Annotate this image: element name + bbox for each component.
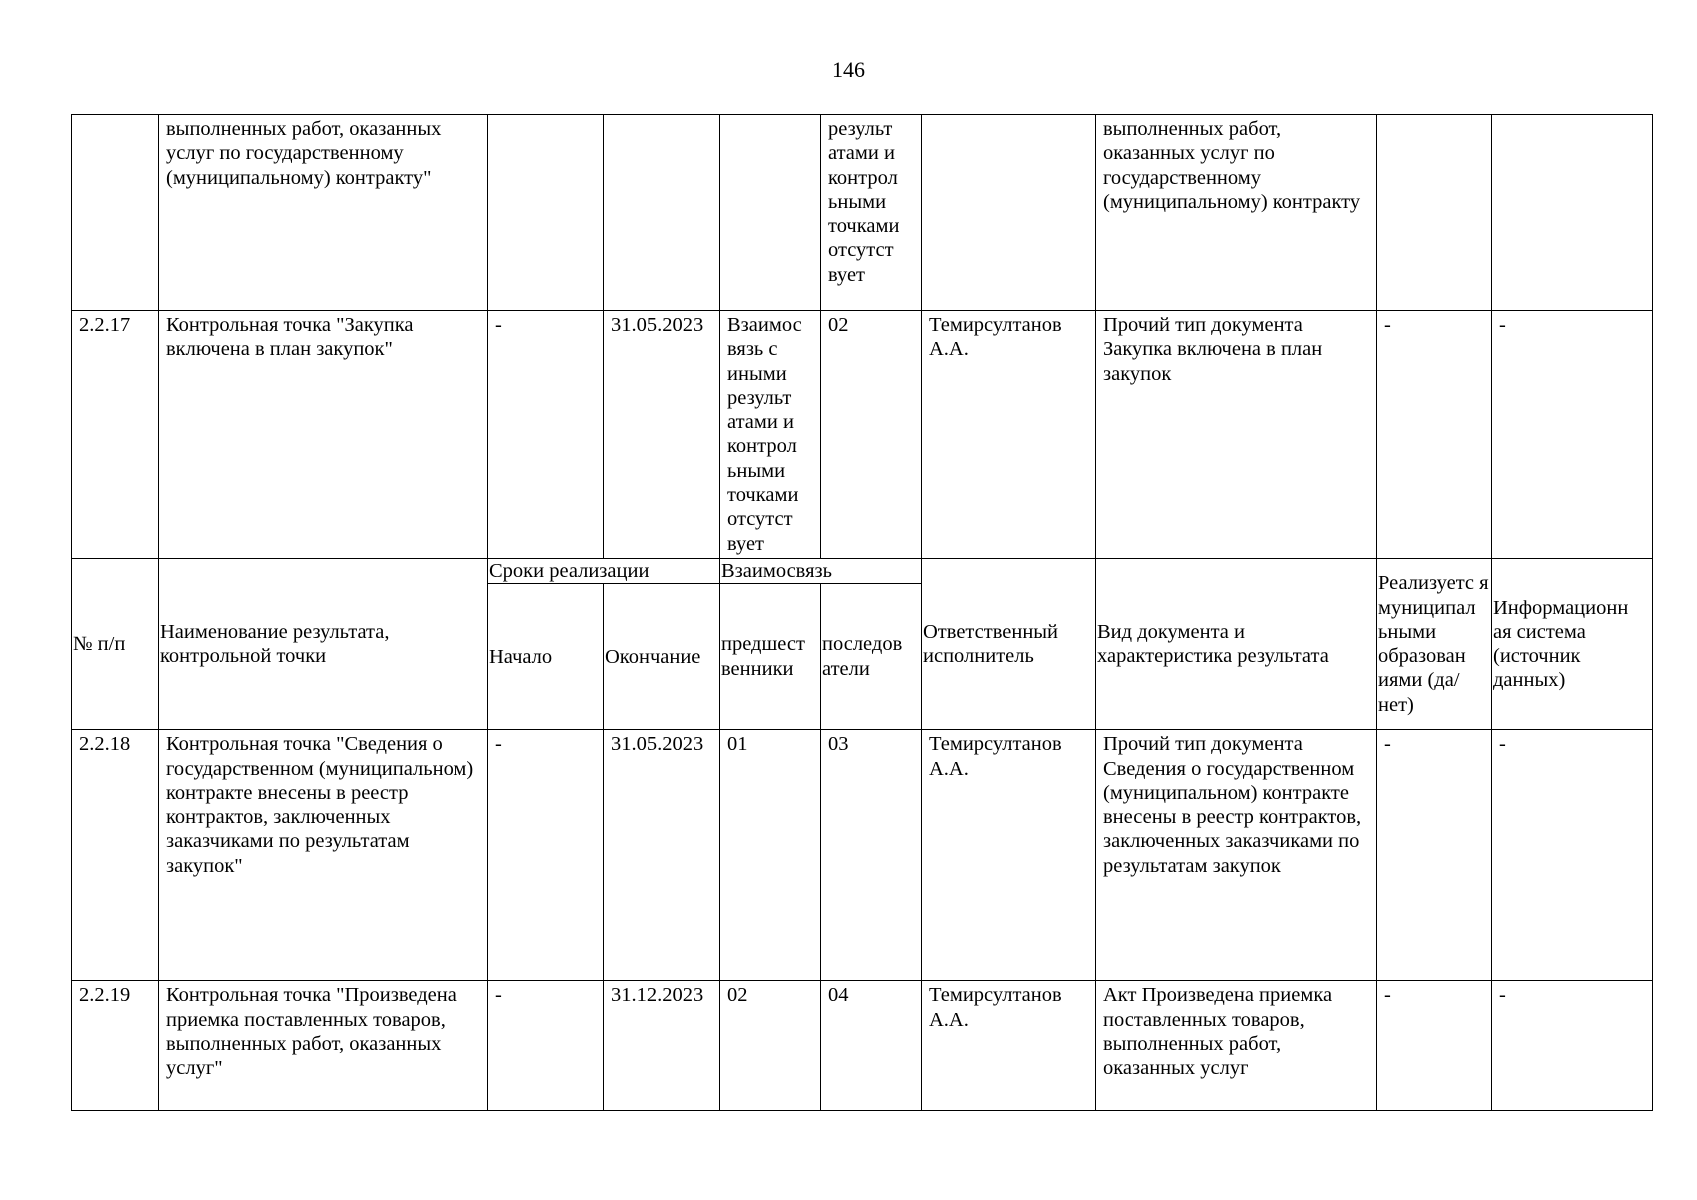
result-name: Контрольная точка "Закупка включена в план закупок" <box>159 311 488 559</box>
header-responsible: Ответственный исполнитель <box>922 558 1096 729</box>
header-info-system: Информационн ая система (источник данных) <box>1492 558 1653 729</box>
responsible: Темирсултанов А.А. <box>922 730 1096 981</box>
start-date: - <box>488 981 604 1111</box>
table-row <box>72 115 1653 311</box>
results-table <box>71 114 1653 1111</box>
table-row <box>72 730 1653 981</box>
table-header-row <box>72 558 1653 583</box>
end-date: 31.05.2023 <box>604 311 720 559</box>
predecessors: 02 <box>720 981 821 1111</box>
end-date <box>604 115 720 311</box>
predecessors <box>720 115 821 311</box>
result-name: Контрольная точка "Сведения о государственном (муниципальном) контракте внесены в реестр контрактов, заключенных заказчиками по результатам закупок" <box>159 730 488 981</box>
row-number: 2.2.19 <box>72 981 159 1111</box>
end-date: 31.12.2023 <box>604 981 720 1111</box>
row-number: 2.2.17 <box>72 311 159 559</box>
info-system: - <box>1492 981 1653 1111</box>
start-date: - <box>488 311 604 559</box>
responsible: Темирсултанов А.А. <box>922 981 1096 1111</box>
responsible <box>922 115 1096 311</box>
municipal-flag: - <box>1377 730 1492 981</box>
info-system: - <box>1492 730 1653 981</box>
document-type: Прочий тип документа Закупка включена в план закупок <box>1096 311 1377 559</box>
info-system: - <box>1492 311 1653 559</box>
municipal-flag <box>1377 115 1492 311</box>
header-document-type: Вид документа и характеристика результата <box>1096 558 1377 729</box>
municipal-flag: - <box>1377 981 1492 1111</box>
header-terms: Сроки реализации <box>488 558 720 583</box>
successors: 03 <box>821 730 922 981</box>
row-number <box>72 115 159 311</box>
predecessors: Взаимос вязь с иными результ атами и контрол ьными точками отсутст вует <box>720 311 821 559</box>
result-name: Контрольная точка "Произведена приемка поставленных товаров, выполненных работ, оказанных услуг" <box>159 981 488 1111</box>
table-row <box>72 981 1653 1111</box>
header-start: Начало <box>488 584 604 730</box>
document-type: Прочий тип документа Сведения о государственном (муниципальном) контракте внесены в реестр контрактов, заключенных заказчиками по результатам закупок <box>1096 730 1377 981</box>
info-system <box>1492 115 1653 311</box>
page-number: 146 <box>832 57 865 82</box>
row-number: 2.2.18 <box>72 730 159 981</box>
start-date <box>488 115 604 311</box>
header-name: Наименование результата, контрольной точки <box>159 558 488 729</box>
predecessors: 01 <box>720 730 821 981</box>
header-successors: последов атели <box>821 584 922 730</box>
table-row <box>72 311 1653 559</box>
header-end: Окончание <box>604 584 720 730</box>
header-number: № п/п <box>72 558 159 729</box>
header-relation: Взаимосвязь <box>720 558 922 583</box>
result-name: выполненных работ, оказанных услуг по государственному (муниципальному) контракту" <box>159 115 488 311</box>
document-type: выполненных работ, оказанных услуг по государственному (муниципальному) контракту <box>1096 115 1377 311</box>
start-date: - <box>488 730 604 981</box>
header-predecessors: предшест венники <box>720 584 821 730</box>
document-type: Акт Произведена приемка поставленных товаров, выполненных работ, оказанных услуг <box>1096 981 1377 1111</box>
end-date: 31.05.2023 <box>604 730 720 981</box>
municipal-flag: - <box>1377 311 1492 559</box>
successors: 04 <box>821 981 922 1111</box>
header-municipal: Реализуетс я муниципал ьными образован иями (да/нет) <box>1377 558 1492 729</box>
successors: результ атами и контрол ьными точками отсутст вует <box>821 115 922 311</box>
responsible: Темирсултанов А.А. <box>922 311 1096 559</box>
successors: 02 <box>821 311 922 559</box>
